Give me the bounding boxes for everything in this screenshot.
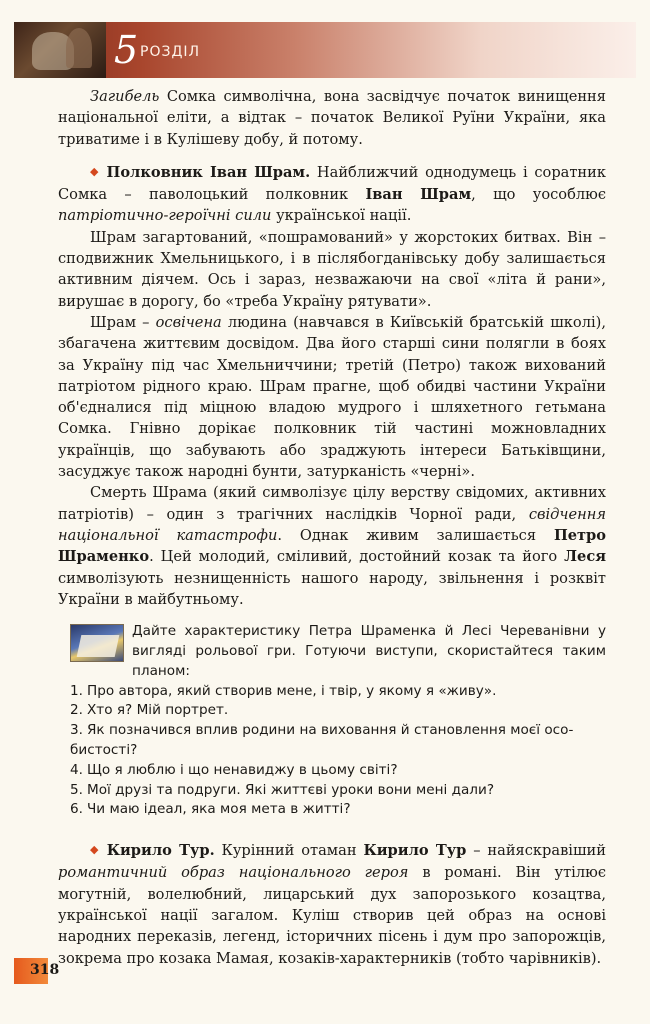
paragraph-text: Шрам –: [90, 313, 156, 331]
list-number: 5.: [70, 781, 83, 798]
list-item: [70, 682, 606, 702]
list-text: Що я люблю і що ненавиджу в цьому світі?: [86, 761, 398, 778]
list-text: Чи маю ідеал, яка моя мета в житті?: [86, 801, 351, 818]
page-number: 318: [30, 962, 60, 978]
italic-word: освічена: [155, 313, 222, 331]
paragraph-text: . Цей молодий, сміливий, достойний козак та його: [149, 548, 565, 566]
paragraph-text: Смерть Шрама (який символізує цілу верству свідомих, активних патріотів) – один з трагічних наслідків Чорної ради,: [58, 484, 606, 523]
paragraph-text: , що уособлює: [471, 186, 606, 204]
list-number: 6.: [70, 801, 83, 818]
list-number: 4.: [70, 761, 83, 778]
header-illustration: [14, 22, 106, 78]
paragraph-text: – найяскравіший: [466, 842, 606, 860]
list-number: 2.: [70, 702, 83, 719]
chapter-header: [14, 22, 636, 78]
list-number: 3.: [70, 722, 83, 739]
rider-figure: [66, 28, 92, 68]
task-plan-list: [70, 682, 606, 821]
paragraph-text: Курінний отаман: [214, 842, 364, 860]
page-body: [58, 86, 606, 969]
list-item: [70, 761, 606, 781]
diamond-bullet-icon: ◆: [90, 164, 101, 178]
paragraph-shram-educated: [58, 312, 606, 482]
italic-lead: Загибель: [90, 88, 160, 105]
list-text: Про автора, який створив мене, і твір, у якому я «живу».: [86, 682, 497, 699]
list-item: [70, 800, 606, 820]
task-block: [58, 622, 606, 820]
character-name: Петро Шраменко: [58, 526, 606, 566]
list-text: Мої друзі та подруги. Які життєві уроки вони мені дали?: [86, 781, 495, 798]
paragraph-text: української нації.: [271, 207, 412, 225]
paragraph-text: Сомка символічна, вона засвідчує початок винищення національної еліти, а відтак – початок Великої Руїни України, яка триватиме і в Кулішеву добу, й потому.: [58, 88, 606, 148]
paragraph-text: людина (навчався в Київській братській школі), збагачена життєвим досвідом. Два його старші сини полягли в боях за Україну під час Хмельниччини; третій (Петро) також вихований патріотом рідного краю. Шрам прагне, щоб обидві частини України об'єдналися під міцною владою мудрого і шляхетного гетьмана Сомка. Гнівно дорікає полковник тій частині можновладних українців, що забувають або зраджують інтереси Батьківщини, засуджує також народні бунти, затурканість «черні».: [58, 313, 606, 481]
paragraph-shram-battle: Шрам загартований, «пошрамований» у жорстоких битвах. Він – сподвижник Хмельницького, і в післябогданівську добу залишається активним діячем. Ось і зараз, незважаючи на свої «літа й рани», вирушає в дорогу, бо «треба Україну рятувати».: [58, 228, 606, 310]
italic-phrase: романтичний образ національного героя: [58, 864, 409, 882]
list-item: [70, 721, 606, 761]
character-name: Іван Шрам: [365, 186, 472, 204]
list-text: Як позначився вплив родини на виховання й становлення моєї особистості?: [70, 722, 574, 758]
italic-phrase: свідчення національної катастрофи: [58, 505, 606, 544]
paragraph-somko-death: [58, 86, 606, 150]
paragraph-text: в романі. Він утілює могутній, волелюбний, лицарський дух запорозького козацтва, української нації загалом. Куліш створив цей образ на основі народних переказів, легенд, історичних пісень і дум про запорожців, зокрема про козака Мамая, козаків-характерників (тобто чарівників).: [58, 864, 606, 967]
list-text: Хто я? Мій портрет.: [86, 702, 229, 719]
task-intro: Дайте характеристику Петра Шраменка й Лесі Череванівни у вигляді рольової гри. Готуючи виступи, скористайтеся таким планом:: [132, 623, 606, 679]
paragraph-kyrylo-tur: [58, 840, 606, 969]
character-name: Кирило Тур: [363, 842, 467, 860]
chapter-label: РОЗДІЛ: [140, 44, 201, 60]
paragraph-text: . Однак живим залишається: [277, 526, 554, 544]
list-item: [70, 781, 606, 801]
paragraph-shram-death: [58, 482, 606, 610]
open-book-icon: [70, 624, 124, 662]
paragraph-text: символізують незнищенність нашого народу, звільнення і розквіт України в майбутньому.: [58, 569, 606, 608]
paragraph-shram-intro: [58, 162, 606, 227]
section-heading: Полковник Іван Шрам.: [106, 163, 311, 181]
list-number: 1.: [70, 682, 83, 699]
italic-phrase: патріотично-героїчні сили: [58, 207, 272, 225]
paragraph-text: Найближчий однодумець і соратник Сомка – паволоцький полковник: [58, 163, 607, 204]
diamond-bullet-icon: ◆: [90, 843, 101, 857]
chapter-number: 5: [114, 28, 139, 72]
list-item: [70, 701, 606, 721]
section-heading: Кирило Тур.: [106, 842, 215, 860]
character-name: Леся: [564, 548, 606, 566]
